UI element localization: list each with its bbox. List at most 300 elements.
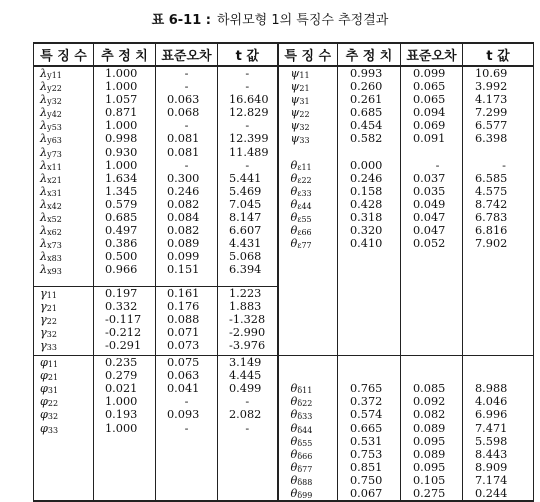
estimate-cell-left [94, 356, 156, 502]
stderr-value: 0.089 [167, 237, 200, 251]
blank-line [338, 146, 400, 159]
stderr-value: 0.105 [413, 473, 446, 487]
param-subscript: 33 [47, 425, 59, 435]
param-label [34, 67, 93, 80]
param-symbol: λ [40, 80, 48, 94]
param-subscript: x62 [47, 228, 62, 238]
param-subscript: δ77 [297, 464, 313, 474]
estimate-value: 0.930 [105, 145, 138, 159]
param-symbol: ψ [290, 106, 300, 120]
stderr-value: 0.085 [413, 382, 446, 396]
param-symbol: λ [40, 158, 48, 172]
param-subscript: ε44 [297, 201, 312, 211]
stderr-value: 0.065 [413, 93, 446, 107]
estimate-value: 0.428 [350, 197, 383, 211]
estimate-value: 0.000 [350, 158, 383, 172]
blank-line [156, 435, 217, 448]
blank-line [338, 316, 400, 329]
param-subscript: ε55 [297, 215, 312, 225]
blank-line [463, 369, 533, 382]
param-symbol: γ [40, 325, 47, 339]
stderr-value: - [184, 395, 189, 409]
param-symbol: φ [40, 369, 48, 383]
t-value: 5.469 [229, 184, 262, 198]
t-value: 6.577 [475, 119, 508, 133]
stderr-value: 0.088 [167, 312, 200, 326]
stderr-value: 0.300 [167, 171, 200, 185]
t-value: - [245, 67, 250, 80]
t-value: - [245, 119, 250, 133]
blank-line [463, 303, 533, 316]
t-value: 8.443 [475, 447, 508, 461]
stderr-value: 0.037 [413, 171, 446, 185]
param-label [34, 224, 93, 237]
param-subscript: δ11 [297, 386, 313, 396]
header-tvalue-left: t 값 [218, 43, 278, 66]
stderr-value: 0.035 [413, 184, 446, 198]
t-value: 7.045 [229, 197, 262, 211]
t-value: 8.742 [475, 197, 508, 211]
t-value: 3.149 [229, 356, 262, 370]
param-label [279, 132, 338, 145]
stderr-value: 0.047 [413, 211, 446, 225]
param-subscript: 21 [46, 303, 57, 313]
stderr-cell-left [156, 356, 218, 502]
param-cell-right [278, 356, 338, 502]
param-label [279, 159, 338, 172]
stderr-value: 0.089 [413, 421, 446, 435]
t-value: 7.471 [475, 421, 508, 435]
estimate-value: 0.531 [350, 434, 383, 448]
t-value: 6.398 [475, 132, 508, 146]
param-subscript: δ44 [297, 425, 313, 435]
stderr-value: - [435, 158, 440, 172]
t-value: 11.489 [229, 145, 269, 159]
param-symbol: λ [40, 171, 48, 185]
estimate-value: 0.665 [350, 421, 383, 435]
stderr-value: - [184, 80, 189, 94]
estimate-value: 0.235 [105, 356, 138, 370]
t-value: 7.299 [475, 106, 508, 120]
param-label [279, 185, 338, 198]
param-subscript: y63 [47, 136, 62, 146]
param-symbol: ψ [290, 80, 300, 94]
blank-line [338, 356, 400, 369]
estimate-value: 0.500 [105, 250, 138, 264]
t-value: -1.328 [229, 312, 266, 326]
estimate-value: 0.410 [350, 237, 383, 251]
param-symbol: θ [290, 395, 298, 409]
estimate-value: 0.993 [350, 67, 383, 80]
estimate-value: 1.000 [105, 67, 138, 80]
estimate-value: 0.318 [350, 211, 383, 225]
param-label [34, 287, 93, 300]
param-symbol: λ [40, 237, 48, 251]
t-value: 6.816 [475, 224, 508, 238]
estimate-cell-left [94, 66, 156, 286]
param-label [34, 326, 93, 339]
param-symbol: φ [40, 395, 48, 409]
param-symbol: θ [290, 211, 298, 225]
param-label [34, 250, 93, 263]
blank-line [463, 277, 533, 290]
blank-line [279, 146, 338, 159]
param-subscript: x73 [47, 241, 62, 251]
param-symbol: θ [290, 171, 298, 185]
param-symbol: λ [40, 224, 48, 238]
table-row [34, 356, 534, 502]
estimate-value: 0.158 [350, 184, 383, 198]
param-label [279, 211, 338, 224]
blank-line [94, 474, 155, 487]
param-subscript: y73 [47, 149, 62, 159]
blank-line [94, 448, 155, 461]
param-label [34, 198, 93, 211]
param-symbol: γ [40, 299, 47, 313]
stderr-value: - [184, 119, 189, 133]
stderr-value: 0.151 [167, 263, 200, 277]
estimate-value: 1.057 [105, 93, 138, 107]
param-symbol: θ [290, 184, 298, 198]
param-label [279, 382, 338, 395]
header-param-left: 특 징 수 [34, 43, 94, 66]
param-subscript: δ99 [297, 491, 313, 500]
estimate-value: 0.871 [105, 106, 138, 120]
estimate-value: 0.582 [350, 132, 383, 146]
stderr-cell-right [401, 66, 463, 356]
param-label [279, 487, 338, 500]
param-subscript: 22 [47, 399, 59, 409]
estimate-value: 0.197 [105, 286, 138, 300]
header-row [34, 43, 534, 66]
stderr-value: 0.041 [167, 382, 200, 396]
estimate-cell-right [338, 356, 401, 502]
param-subscript: 31 [299, 97, 310, 107]
t-value: 4.575 [475, 184, 508, 198]
estimate-value: 1.345 [105, 184, 138, 198]
param-subscript: ε22 [297, 175, 312, 185]
stderr-value: 0.068 [167, 106, 200, 120]
blank-line [401, 290, 462, 303]
blank-line [94, 435, 155, 448]
param-symbol: λ [40, 93, 48, 107]
estimate-value: 0.279 [105, 369, 138, 383]
param-symbol: ψ [290, 132, 300, 146]
estimate-value: 0.753 [350, 447, 383, 461]
t-value: 4.431 [229, 237, 262, 251]
param-symbol: θ [290, 382, 298, 396]
param-subscript: x21 [47, 175, 62, 185]
blank-line [338, 303, 400, 316]
stderr-value: 0.246 [167, 184, 200, 198]
caption-label: 표 6-11 : [151, 13, 211, 28]
estimate-value: 0.579 [105, 197, 138, 211]
blank-line [401, 146, 462, 159]
t-value: 6.783 [475, 211, 508, 225]
param-label [34, 172, 93, 185]
stderr-value: 0.082 [167, 197, 200, 211]
estimates-table [33, 42, 534, 502]
estimate-value: 0.261 [350, 93, 383, 107]
stderr-value: 0.052 [413, 237, 446, 251]
estimate-value: 0.750 [350, 473, 383, 487]
estimate-value: 0.765 [350, 382, 383, 396]
tvalue-cell-left [218, 356, 278, 502]
param-label [279, 93, 338, 106]
param-symbol: λ [40, 263, 48, 277]
param-subscript: y11 [47, 71, 62, 80]
estimate-value: 0.246 [350, 171, 383, 185]
param-cell-left [34, 356, 94, 502]
blank-line [401, 316, 462, 329]
blank-line [338, 277, 400, 290]
blank-line [338, 263, 400, 276]
t-value: - [245, 421, 250, 435]
blank-line [463, 356, 533, 369]
t-value: - [245, 395, 250, 409]
blank-line [34, 448, 93, 461]
param-symbol: θ [290, 487, 298, 500]
stderr-value: 0.071 [167, 325, 200, 339]
estimate-value: 0.067 [350, 487, 383, 500]
param-symbol: λ [40, 106, 48, 120]
param-subscript: 32 [47, 412, 59, 422]
blank-line [401, 342, 462, 355]
estimate-value: 0.386 [105, 237, 138, 251]
param-symbol: γ [40, 312, 47, 326]
blank-line [279, 342, 338, 355]
param-label [279, 119, 338, 132]
blank-line [401, 329, 462, 342]
t-value: 6.394 [229, 263, 262, 277]
param-subscript: 22 [46, 316, 57, 326]
param-symbol: θ [290, 237, 298, 251]
param-cell-right [278, 66, 338, 356]
param-symbol: θ [290, 224, 298, 238]
param-subscript: 33 [46, 343, 57, 353]
blank-line [401, 303, 462, 316]
stderr-value: 0.081 [167, 132, 200, 146]
stderr-value: 0.091 [413, 132, 446, 146]
param-label [279, 198, 338, 211]
stderr-value: 0.065 [413, 80, 446, 94]
estimate-value: -0.291 [105, 339, 142, 353]
param-symbol: φ [40, 421, 48, 435]
param-subscript: 11 [47, 360, 59, 370]
param-symbol: φ [40, 382, 48, 396]
blank-line [279, 316, 338, 329]
estimate-value: 1.000 [105, 119, 138, 133]
t-value: 5.441 [229, 171, 262, 185]
param-symbol: λ [40, 132, 48, 146]
param-label [279, 435, 338, 448]
blank-line [34, 474, 93, 487]
t-value: 6.585 [475, 171, 508, 185]
estimate-value: 0.966 [105, 263, 138, 277]
blank-line [338, 250, 400, 263]
blank-line [279, 263, 338, 276]
param-label [279, 474, 338, 487]
blank-line [279, 369, 338, 382]
param-subscript: 33 [299, 136, 310, 146]
tvalue-cell-right [463, 356, 534, 502]
blank-line [218, 487, 277, 500]
blank-line [218, 461, 277, 474]
header-tvalue-right: t 값 [463, 43, 534, 66]
param-label [279, 106, 338, 119]
param-subscript: 22 [299, 110, 310, 120]
blank-line [463, 250, 533, 263]
t-value: 8.909 [475, 460, 508, 474]
param-label [34, 237, 93, 250]
stderr-value: 0.095 [413, 434, 446, 448]
t-value: -2.990 [229, 325, 266, 339]
t-value: 4.173 [475, 93, 508, 107]
param-label [34, 382, 93, 395]
param-symbol: θ [290, 421, 298, 435]
param-subscript: ε77 [297, 241, 312, 251]
param-subscript: y53 [47, 123, 62, 133]
stderr-value: 0.092 [413, 395, 446, 409]
blank-line [279, 303, 338, 316]
blank-line [463, 342, 533, 355]
stderr-value: 0.089 [413, 447, 446, 461]
param-symbol: λ [40, 119, 48, 133]
param-label [34, 106, 93, 119]
stderr-value: 0.063 [167, 369, 200, 383]
param-subscript: ε66 [297, 228, 312, 238]
param-symbol: θ [290, 460, 298, 474]
stderr-value: 0.093 [167, 408, 200, 422]
param-label [279, 395, 338, 408]
stderr-cell-left [156, 66, 218, 286]
param-subscript: x31 [47, 188, 62, 198]
param-label [34, 185, 93, 198]
blank-line [94, 487, 155, 500]
stderr-value: - [184, 158, 189, 172]
t-value: 2.082 [229, 408, 262, 422]
header-stderr-left: 표준오차 [156, 43, 218, 66]
estimate-cell-left [94, 286, 156, 355]
param-subscript: δ22 [297, 399, 313, 409]
param-cell-left [34, 66, 94, 286]
param-subscript: 11 [46, 290, 57, 300]
blank-line [463, 316, 533, 329]
param-symbol: λ [40, 67, 48, 80]
param-label [34, 159, 93, 172]
table-row [34, 66, 534, 286]
estimate-value: 0.685 [105, 211, 138, 225]
param-symbol: ψ [290, 119, 300, 133]
stderr-cell-right [401, 356, 463, 502]
stderr-value: 0.073 [167, 339, 200, 353]
stderr-value: 0.099 [167, 250, 200, 264]
param-label [279, 408, 338, 421]
blank-line [401, 369, 462, 382]
blank-line [156, 474, 217, 487]
estimate-value: -0.212 [105, 325, 142, 339]
t-value: - [245, 158, 250, 172]
blank-line [34, 435, 93, 448]
blank-line [338, 342, 400, 355]
blank-line [401, 263, 462, 276]
header-stderr-right: 표준오차 [401, 43, 463, 66]
param-label [34, 80, 93, 93]
param-symbol: θ [290, 408, 298, 422]
param-subscript: x93 [47, 267, 62, 277]
estimate-value: 0.320 [350, 224, 383, 238]
t-value: 5.598 [475, 434, 508, 448]
estimate-value: 1.000 [105, 158, 138, 172]
estimate-value: -0.117 [105, 312, 142, 326]
blank-line [463, 290, 533, 303]
param-subscript: δ55 [297, 438, 313, 448]
t-value: 10.69 [475, 67, 508, 80]
t-value: 8.988 [475, 382, 508, 396]
param-symbol: λ [40, 211, 48, 225]
blank-line [94, 461, 155, 474]
t-value: 7.902 [475, 237, 508, 251]
param-label [34, 408, 93, 421]
blank-line [218, 435, 277, 448]
param-symbol: λ [40, 184, 48, 198]
t-value: 1.223 [229, 286, 262, 300]
param-subscript: δ66 [297, 451, 313, 461]
blank-line [401, 356, 462, 369]
tvalue-cell-left [218, 66, 278, 286]
estimate-value: 0.454 [350, 119, 383, 133]
param-label [34, 395, 93, 408]
stderr-value: 0.081 [167, 145, 200, 159]
t-value: 8.147 [229, 211, 262, 225]
t-value: 1.883 [229, 299, 262, 313]
t-value: 16.640 [229, 93, 269, 107]
t-value: -3.976 [229, 339, 266, 353]
param-subscript: x52 [47, 215, 62, 225]
t-value: 5.068 [229, 250, 262, 264]
tvalue-cell-right [463, 66, 534, 356]
table-caption [0, 9, 540, 28]
estimate-value: 1.000 [105, 421, 138, 435]
stderr-value: 0.099 [413, 67, 446, 80]
param-subscript: 21 [299, 84, 310, 94]
param-subscript: x42 [47, 201, 62, 211]
param-subscript: ε11 [297, 162, 312, 172]
blank-line [401, 277, 462, 290]
estimate-cell-right [338, 66, 401, 356]
param-subscript: 21 [47, 373, 59, 383]
t-value: 3.992 [475, 80, 508, 94]
blank-line [218, 448, 277, 461]
t-value: 12.829 [229, 106, 269, 120]
param-label [34, 300, 93, 313]
blank-line [279, 290, 338, 303]
param-symbol: γ [40, 286, 47, 300]
param-subscript: 31 [47, 386, 59, 396]
param-subscript: 11 [299, 71, 310, 80]
stderr-value: 0.075 [167, 356, 200, 370]
blank-line [279, 356, 338, 369]
estimate-value: 1.000 [105, 395, 138, 409]
param-label [34, 93, 93, 106]
t-value: 0.499 [229, 382, 262, 396]
blank-line [338, 329, 400, 342]
param-label [34, 369, 93, 382]
param-label [34, 356, 93, 369]
t-value: 6.996 [475, 408, 508, 422]
param-symbol: λ [40, 250, 48, 264]
param-label [34, 263, 93, 276]
